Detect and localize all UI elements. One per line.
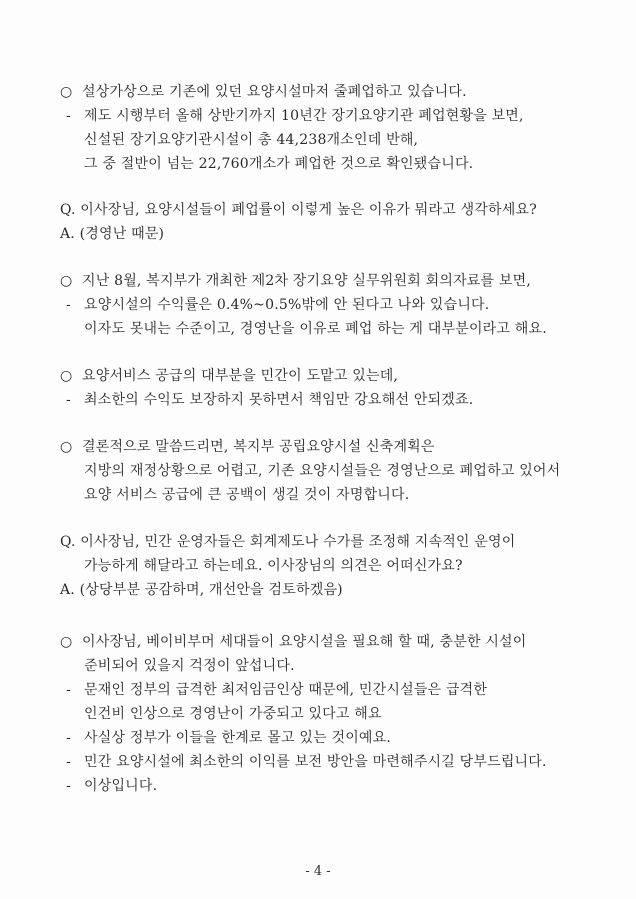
bullet-item: ○ 결론적으로 말씀드리면, 복지부 공립요양시설 신축계획은 [60, 439, 435, 455]
bullet-item: ○ 설상가상으로 기존에 있던 요양시설마저 줄폐업하고 있습니다. [60, 84, 467, 100]
question: Q. 이사장님, 요양시설들이 폐업률이 이렇게 높은 이유가 뭐라고 생각하세요? [60, 202, 537, 218]
dash-bullet-icon: - [66, 754, 71, 770]
circle-bullet-icon: ○ [60, 439, 73, 455]
dash-item: - 민간 요양시설에 최소한의 이익를 보전 방안을 마련해주시길 당부드립니다. [60, 753, 547, 771]
continuation-line: 이자도 못내는 수준이고, 경영난을 이유로 폐업 하는 게 대부분이라고 해요. [84, 321, 547, 337]
dash-bullet-icon: - [66, 108, 71, 124]
dash-item: - 사실상 정부가 이들을 한계로 몰고 있는 것이예요. [60, 729, 391, 747]
circle-bullet-icon: ○ [60, 368, 73, 384]
continuation-line: 지방의 재정상황으로 어렵고, 기존 요양시설들은 경영난으로 폐업하고 있어서 [84, 463, 561, 479]
dash-bullet-icon: - [66, 778, 71, 794]
dash-bullet-icon: - [66, 392, 71, 408]
continuation-line: 요양 서비스 공급에 큰 공백이 생길 것이 자명합니다. [84, 487, 410, 503]
dash-item: - 최소한의 수익도 보장하지 못하면서 책임만 강요해선 안되겠죠. [60, 391, 473, 409]
dash-item: - 문재인 정부의 급격한 최저임금인상 때문에, 민간시설들은 급격한 [60, 681, 487, 699]
dash-bullet-icon: - [66, 682, 71, 698]
bullet-item: ○ 요양서비스 공급의 대부분을 민간이 도맡고 있는데, [60, 368, 399, 384]
question: Q. 이사장님, 민간 운영자들은 회계제도나 수가를 조정해 지속적인 운영이 [60, 534, 516, 550]
bullet-item: ○ 지난 8월, 복지부가 개최한 제2차 장기요양 실무위원회 회의자료를 보면, [60, 273, 531, 289]
dash-item: - 이상입니다. [60, 777, 157, 795]
dash-item: - 제도 시행부터 올해 상반기까지 10년간 장기요양기관 폐업현황을 보면, [60, 107, 524, 125]
continuation-line: 준비되어 있을지 걱정이 앞섭니다. [84, 658, 295, 674]
continuation-line: 신설된 장기요양기관시설이 총 44,238개소인데 반해, [84, 132, 419, 148]
dash-bullet-icon: - [66, 297, 71, 313]
dash-item: - 요양시설의 수익률은 0.4%~0.5%밖에 안 된다고 나와 있습니다. [60, 296, 489, 314]
question-continuation: 가능하게 해달라고 하는데요. 이사장님의 의견은 어떠신가요? [84, 558, 463, 574]
answer: A. (상당부분 공감하며, 개선안을 검토하겠음) [60, 582, 343, 598]
bullet-item: ○ 이사장님, 베이비부머 세대들이 요양시설을 필요해 할 때, 충분한 시설이 [60, 634, 527, 650]
circle-bullet-icon: ○ [60, 273, 73, 289]
dash-bullet-icon: - [66, 730, 71, 746]
circle-bullet-icon: ○ [60, 634, 73, 650]
page-number: - 4 - [305, 864, 331, 879]
answer: A. (경영난 때문) [60, 226, 165, 242]
continuation-line: 인건비 인상으로 경영난이 가중되고 있다고 해요 [84, 706, 382, 722]
continuation-line: 그 중 절반이 넘는 22,760개소가 폐업한 것으로 확인됐습니다. [84, 156, 474, 172]
circle-bullet-icon: ○ [60, 84, 73, 100]
